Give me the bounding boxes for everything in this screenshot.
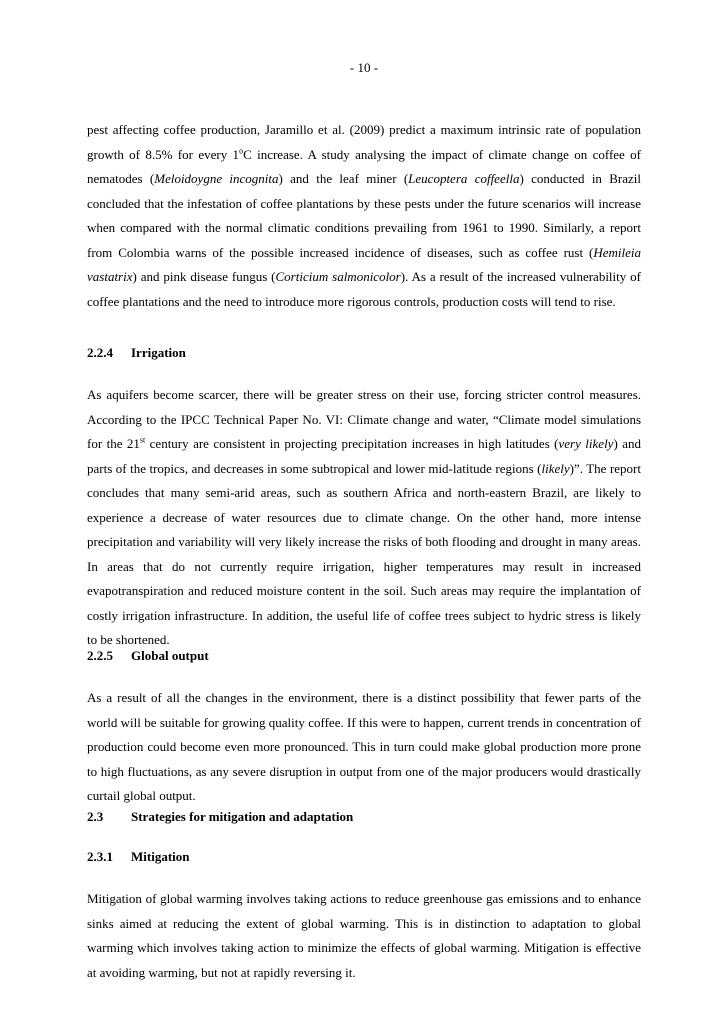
page-number: - 10 - — [349, 60, 379, 75]
section-heading-global-output: 2.2.5 Global output — [87, 648, 209, 663]
section-heading-irrigation: 2.2.4 Irrigation — [87, 345, 186, 360]
paragraph-pests: pest affecting coffee production, Jaramillo et al. (2009) predict a maximum intrinsic rate of population growth of 8.5% for every 1$^o$C increase. A study analysing the impact of climate change on coffee of nematodes (Meloidoygne incognita) and the leaf miner (Leucoptera coffeella) conducted in Brazil concluded that the infestation of coffee plantations by these pests under the future scenarios will increase when compared with the normal climatic conditions prevailing from 1961 to 1990. Similarly, a report from Colombia warns of the possible increased incidence of diseases, such as coffee rust (Hemileia vastatrix) and pink disease fungus (Corticium salmonicolor). As a result of the increased vulnerability of coffee plantations and the need to introduce more rigorous controls, production costs will tend to rise. — [87, 122, 642, 309]
section-heading-mitigation: 2.3.1 Mitigation — [87, 849, 190, 864]
paragraph-mitigation: Mitigation of global warming involves taking actions to reduce greenhouse gas emissions and to enhance sinks aimed at reducing the extent of global warming. This is in distinction to adaptation to global warming which involves taking action to minimize the effects of global warming. Mitigation is effective at avoiding warming, but not at rapidly reversing it. — [87, 891, 641, 980]
section-heading-strategies: 2.3 Strategies for mitigation and adaptation — [87, 809, 354, 824]
paragraph-global-output: As a result of all the changes in the environment, there is a distinct possibility that fewer parts of the world will be suitable for growing quality coffee. If this were to happen, current trends in concentration of production could become even more pronounced. This in turn could make global production more prone to high fluctuations, as any severe disruption in output from one of the major producers would drastically curtail global output. — [87, 690, 641, 803]
paragraph-irrigation: As aquifers become scarcer, there will be greater stress on their use, forcing stricter control measures. According to the IPCC Technical Paper No. VI: Climate change and water, “Climate model simulations for the 21st century are consistent in projecting precipitation increases in high latitudes (very likely) and parts of the tropics, and decreases in some subtropical and lower mid-latitude regions (likely)”. The report concludes that many semi-arid areas, such as southern Africa and north-eastern Brazil, are likely to experience a decrease of water resources due to climate change. On the other hand, more intense precipitation and variability will very likely increase the risks of both flooding and drought in many areas. In areas that do not currently require irrigation, higher temperatures may result in increased evapotranspiration and reduced moisture content in the soil. Such areas may require the implantation of costly irrigation infrastructure. In addition, the useful life of coffee trees subject to hydric stress is likely to be shortened. — [87, 387, 641, 647]
